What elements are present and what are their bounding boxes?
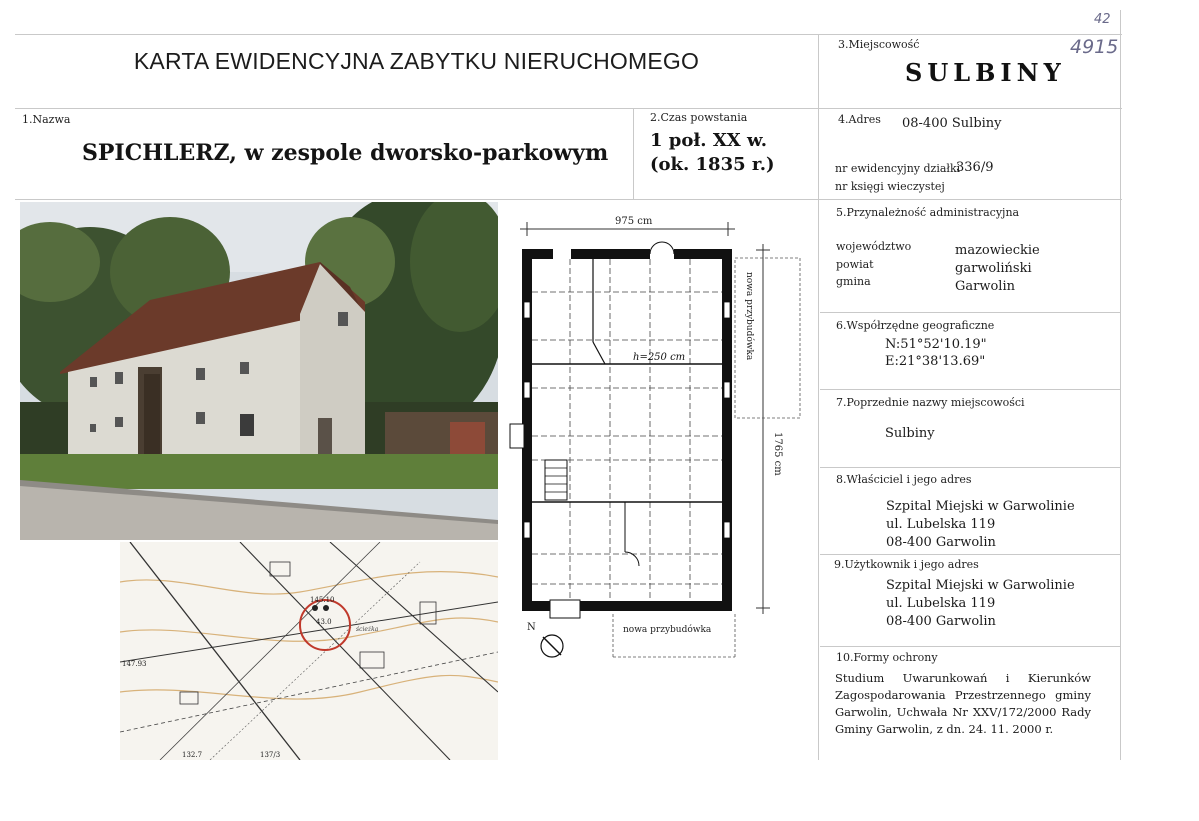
register-label: nr księgi wieczystej	[835, 180, 945, 193]
voivodeship-label: województwo	[836, 240, 912, 253]
map-label-5: 43.0	[316, 618, 332, 626]
commune-label: gmina	[836, 275, 871, 288]
map-label-1: 147.93	[122, 660, 147, 668]
map-label-4: ścieżka	[356, 626, 379, 633]
map-label-2: 132.7	[182, 751, 203, 759]
owner-line-2: ul. Lubelska 119	[886, 517, 996, 532]
length-dimension: 1765 cm	[772, 432, 783, 476]
archive-number: 4915	[1070, 36, 1119, 58]
coord-north: N:51°52'10.19"	[885, 337, 987, 352]
address-value: 08-400 Sulbiny	[902, 116, 1002, 131]
user-line-2: ul. Lubelska 119	[886, 596, 996, 611]
granary-photo	[20, 202, 498, 540]
map-label-3: 137/3	[260, 751, 281, 759]
user-line-3: 08-400 Garwolin	[886, 614, 996, 629]
coords-label: 6.Współrzędne geograficzne	[836, 319, 995, 332]
former-names-value: Sulbiny	[885, 426, 935, 441]
name-label: 1.Nazwa	[22, 113, 71, 126]
time-line-1: 1 poł. XX w.	[650, 130, 767, 151]
floor-plan	[505, 202, 810, 672]
user-label: 9.Użytkownik i jego adres	[834, 558, 979, 571]
user-line-1: Szpital Miejski w Garwolinie	[886, 578, 1075, 593]
place-value: SULBINY	[905, 58, 1066, 87]
rule-admin	[820, 312, 1120, 313]
protection-label: 10.Formy ochrony	[836, 651, 938, 664]
rule-header	[15, 108, 1122, 109]
coords-values	[885, 336, 987, 370]
rule-owner	[820, 554, 1120, 555]
owner-line-3: 08-400 Garwolin	[886, 535, 996, 550]
construction-time	[650, 129, 775, 177]
plot-value: 336/9	[956, 160, 994, 175]
time-line-2: (ok. 1835 r.)	[650, 154, 775, 175]
commune-value: Garwolin	[955, 279, 1015, 294]
former-names-label: 7.Poprzednie nazwy miejscowości	[836, 396, 1025, 409]
location-map	[120, 542, 498, 760]
admin-label: 5.Przynależność administracyjna	[836, 206, 1020, 219]
admin-values	[955, 242, 1040, 296]
owner-line-1: Szpital Miejski w Garwolinie	[886, 499, 1075, 514]
ceiling-height: h=250 cm	[633, 352, 686, 363]
north-label: N	[527, 622, 536, 633]
map-label-0: 145.10	[310, 596, 335, 604]
plot-label: nr ewidencyjny działki	[835, 162, 961, 175]
voivodeship-value: mazowieckie	[955, 243, 1040, 258]
owner-address	[886, 498, 1075, 552]
rule-former	[820, 467, 1120, 468]
place-label: 3.Miejscowość	[838, 38, 920, 51]
object-name: SPICHLERZ, w zespole dworsko-parkowym	[82, 140, 609, 166]
width-dimension: 975 cm	[615, 216, 653, 227]
county-label: powiat	[836, 258, 874, 271]
annex-side-label: nowa przybudówka	[744, 272, 754, 361]
rule-coords	[820, 389, 1120, 390]
address-label: 4.Adres	[838, 113, 881, 126]
divider-name-time	[633, 108, 634, 200]
rule-user	[820, 646, 1120, 647]
corner-mark: 42	[1094, 12, 1111, 27]
divider-outer-right	[1120, 10, 1121, 760]
rule-top	[15, 34, 1122, 35]
card-title: KARTA EWIDENCYJNA ZABYTKU NIERUCHOMEGO	[133, 48, 700, 74]
time-label: 2.Czas powstania	[650, 111, 748, 124]
user-address	[886, 577, 1075, 631]
annex-bottom-label: nowa przybudówka	[623, 625, 712, 635]
divider-right-column	[818, 34, 819, 760]
coord-east: E:21°38'13.69"	[885, 354, 986, 369]
protection-text: Studium Uwarunkowań i Kierunków Zagospodarowania Przestrzennego gminy Garwolin, Uchwała Nr XXV/172/2000 Rady Gminy Garwolin, z dn. 24. 11. 2000 r.	[835, 671, 1091, 736]
rule-name	[15, 199, 1122, 200]
owner-label: 8.Właściciel i jego adres	[836, 473, 972, 486]
county-value: garwoliński	[955, 261, 1032, 276]
